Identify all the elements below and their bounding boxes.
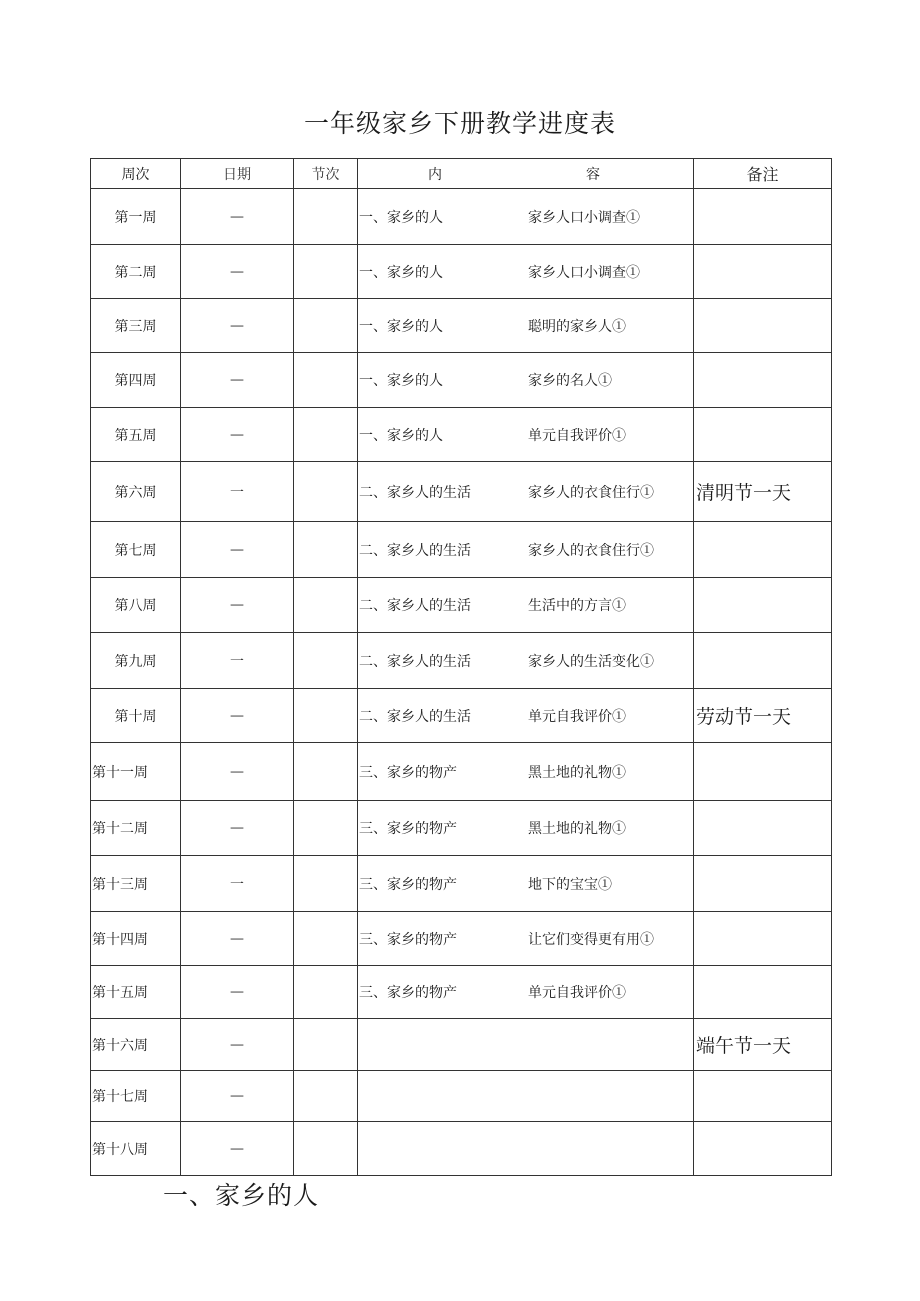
period-cell: [294, 689, 358, 743]
week-cell: 第一周: [91, 189, 181, 245]
period-cell: [294, 299, 358, 353]
content-cell: [358, 1071, 694, 1122]
lesson-name: 让它们变得更有用①: [528, 931, 654, 948]
header-content-right: 容: [586, 166, 600, 183]
note-cell: [694, 578, 832, 633]
week-cell: 第十四周: [91, 912, 181, 966]
week-cell: 第六周: [91, 462, 181, 522]
table-row: [91, 408, 832, 462]
date-cell: —: [181, 1019, 294, 1071]
unit-name: 三、家乡的物产: [359, 931, 457, 948]
note-cell: [694, 1071, 832, 1122]
table-row: [91, 189, 832, 245]
content-cell: [358, 299, 694, 353]
header-note: 备注: [694, 159, 832, 189]
date-cell: —: [181, 578, 294, 633]
table-row: [91, 462, 832, 522]
week-cell: 第十六周: [91, 1019, 181, 1071]
header-period: 节次: [294, 159, 358, 189]
period-cell: [294, 743, 358, 801]
lesson-name: 家乡人口小调查①: [528, 264, 640, 281]
date-cell: —: [181, 408, 294, 462]
week-cell: 第十一周: [91, 743, 181, 801]
table-row: [91, 522, 832, 578]
page-title: 一年级家乡下册教学进度表: [303, 109, 616, 138]
lesson-name: 单元自我评价①: [528, 427, 626, 444]
period-cell: [294, 856, 358, 912]
period-cell: [294, 462, 358, 522]
content-cell: [358, 408, 694, 462]
content-cell: [358, 689, 694, 743]
week-cell: 第四周: [91, 353, 181, 408]
table-row: [91, 353, 832, 408]
period-cell: [294, 408, 358, 462]
date-cell: —: [181, 743, 294, 801]
unit-name: 三、家乡的物产: [359, 821, 457, 837]
period-cell: [294, 1122, 358, 1176]
unit-name: 三、家乡的物产: [359, 985, 457, 1001]
content-cell: [358, 353, 694, 408]
content-cell: [358, 1122, 694, 1176]
unit-name: 一、家乡的人: [359, 373, 443, 389]
table-row: [91, 245, 832, 299]
table-header-row: [91, 159, 832, 189]
unit-name: 二、家乡人的生活: [359, 542, 471, 559]
date-cell: 一: [181, 462, 294, 522]
lesson-name: 黑土地的礼物①: [528, 764, 626, 781]
content-cell: [358, 522, 694, 578]
period-cell: [294, 912, 358, 966]
date-cell: —: [181, 245, 294, 299]
unit-name: 二、家乡人的生活: [359, 653, 471, 670]
note-cell: [694, 966, 832, 1019]
content-cell: [358, 189, 694, 245]
date-cell: —: [181, 189, 294, 245]
lesson-name: 聪明的家乡人①: [528, 318, 626, 335]
week-cell: 第九周: [91, 633, 181, 689]
note-cell: [694, 353, 832, 408]
table-row: [91, 856, 832, 912]
note-cell: [694, 189, 832, 245]
week-cell: 第八周: [91, 578, 181, 633]
section-heading: 一、家乡的人: [163, 1181, 320, 1210]
week-cell: 第七周: [91, 522, 181, 578]
date-cell: —: [181, 912, 294, 966]
table-row: [91, 633, 832, 689]
period-cell: [294, 801, 358, 856]
content-cell: [358, 462, 694, 522]
table-row: [91, 689, 832, 743]
unit-name: 二、家乡人的生活: [359, 708, 471, 725]
period-cell: [294, 1071, 358, 1122]
content-cell: [358, 912, 694, 966]
week-cell: 第十二周: [91, 801, 181, 856]
week-cell: 第十五周: [91, 966, 181, 1019]
period-cell: [294, 245, 358, 299]
unit-name: 一、家乡的人: [359, 264, 443, 281]
note-cell: [694, 245, 832, 299]
date-cell: —: [181, 966, 294, 1019]
lesson-name: 单元自我评价①: [528, 708, 626, 725]
note-cell: [694, 522, 832, 578]
note-cell: 劳动节一天: [694, 689, 832, 743]
content-cell: [358, 856, 694, 912]
lesson-name: 家乡人的生活变化①: [528, 653, 654, 670]
table-row: [91, 578, 832, 633]
table-row: [91, 1122, 832, 1176]
week-cell: 第十七周: [91, 1071, 181, 1122]
unit-name: 三、家乡的物产: [359, 876, 457, 893]
date-cell: —: [181, 801, 294, 856]
period-cell: [294, 353, 358, 408]
table-row: [91, 966, 832, 1019]
note-cell: [694, 633, 832, 689]
lesson-name: 家乡人的衣食住行①: [528, 484, 654, 501]
lesson-name: 家乡人的衣食住行①: [528, 542, 654, 559]
date-cell: —: [181, 1071, 294, 1122]
period-cell: [294, 633, 358, 689]
table-body: [91, 189, 832, 1176]
week-cell: 第三周: [91, 299, 181, 353]
note-cell: 清明节一天: [694, 462, 832, 522]
content-cell: [358, 633, 694, 689]
period-cell: [294, 522, 358, 578]
content-cell: [358, 1019, 694, 1071]
content-cell: [358, 801, 694, 856]
content-cell: [358, 578, 694, 633]
period-cell: [294, 966, 358, 1019]
header-week: 周次: [91, 159, 181, 189]
unit-name: 一、家乡的人: [359, 427, 443, 444]
period-cell: [294, 189, 358, 245]
week-cell: 第十周: [91, 689, 181, 743]
unit-name: 二、家乡人的生活: [359, 598, 471, 614]
note-cell: [694, 408, 832, 462]
table-row: [91, 1019, 832, 1071]
lesson-name: 地下的宝宝①: [528, 876, 612, 893]
week-cell: 第十八周: [91, 1122, 181, 1176]
table-row: [91, 743, 832, 801]
week-cell: 第十三周: [91, 856, 181, 912]
period-cell: [294, 578, 358, 633]
header-content: [358, 159, 694, 189]
date-cell: —: [181, 1122, 294, 1176]
lesson-name: 单元自我评价①: [528, 985, 626, 1001]
lesson-name: 黑土地的礼物①: [528, 821, 626, 837]
week-cell: 第五周: [91, 408, 181, 462]
date-cell: —: [181, 353, 294, 408]
unit-name: 三、家乡的物产: [359, 764, 457, 781]
table-row: [91, 801, 832, 856]
note-cell: [694, 856, 832, 912]
unit-name: 一、家乡的人: [359, 209, 443, 226]
date-cell: —: [181, 522, 294, 578]
note-cell: [694, 912, 832, 966]
content-cell: [358, 743, 694, 801]
schedule-table: [90, 158, 832, 1176]
table-row: [91, 1071, 832, 1122]
date-cell: 一: [181, 633, 294, 689]
lesson-name: 家乡的名人①: [528, 373, 612, 389]
date-cell: —: [181, 689, 294, 743]
header-date: 日期: [181, 159, 294, 189]
content-cell: [358, 245, 694, 299]
content-cell: [358, 966, 694, 1019]
unit-name: 一、家乡的人: [359, 318, 443, 335]
note-cell: [694, 299, 832, 353]
note-cell: [694, 801, 832, 856]
note-cell: 端午节一天: [694, 1019, 832, 1071]
table-row: [91, 912, 832, 966]
table-row: [91, 299, 832, 353]
week-cell: 第二周: [91, 245, 181, 299]
date-cell: —: [181, 299, 294, 353]
note-cell: [694, 1122, 832, 1176]
unit-name: 二、家乡人的生活: [359, 484, 471, 501]
lesson-name: 家乡人口小调查①: [528, 209, 640, 226]
note-cell: [694, 743, 832, 801]
header-content-left: 内: [428, 166, 442, 183]
lesson-name: 生活中的方言①: [528, 598, 626, 614]
period-cell: [294, 1019, 358, 1071]
date-cell: 一: [181, 856, 294, 912]
